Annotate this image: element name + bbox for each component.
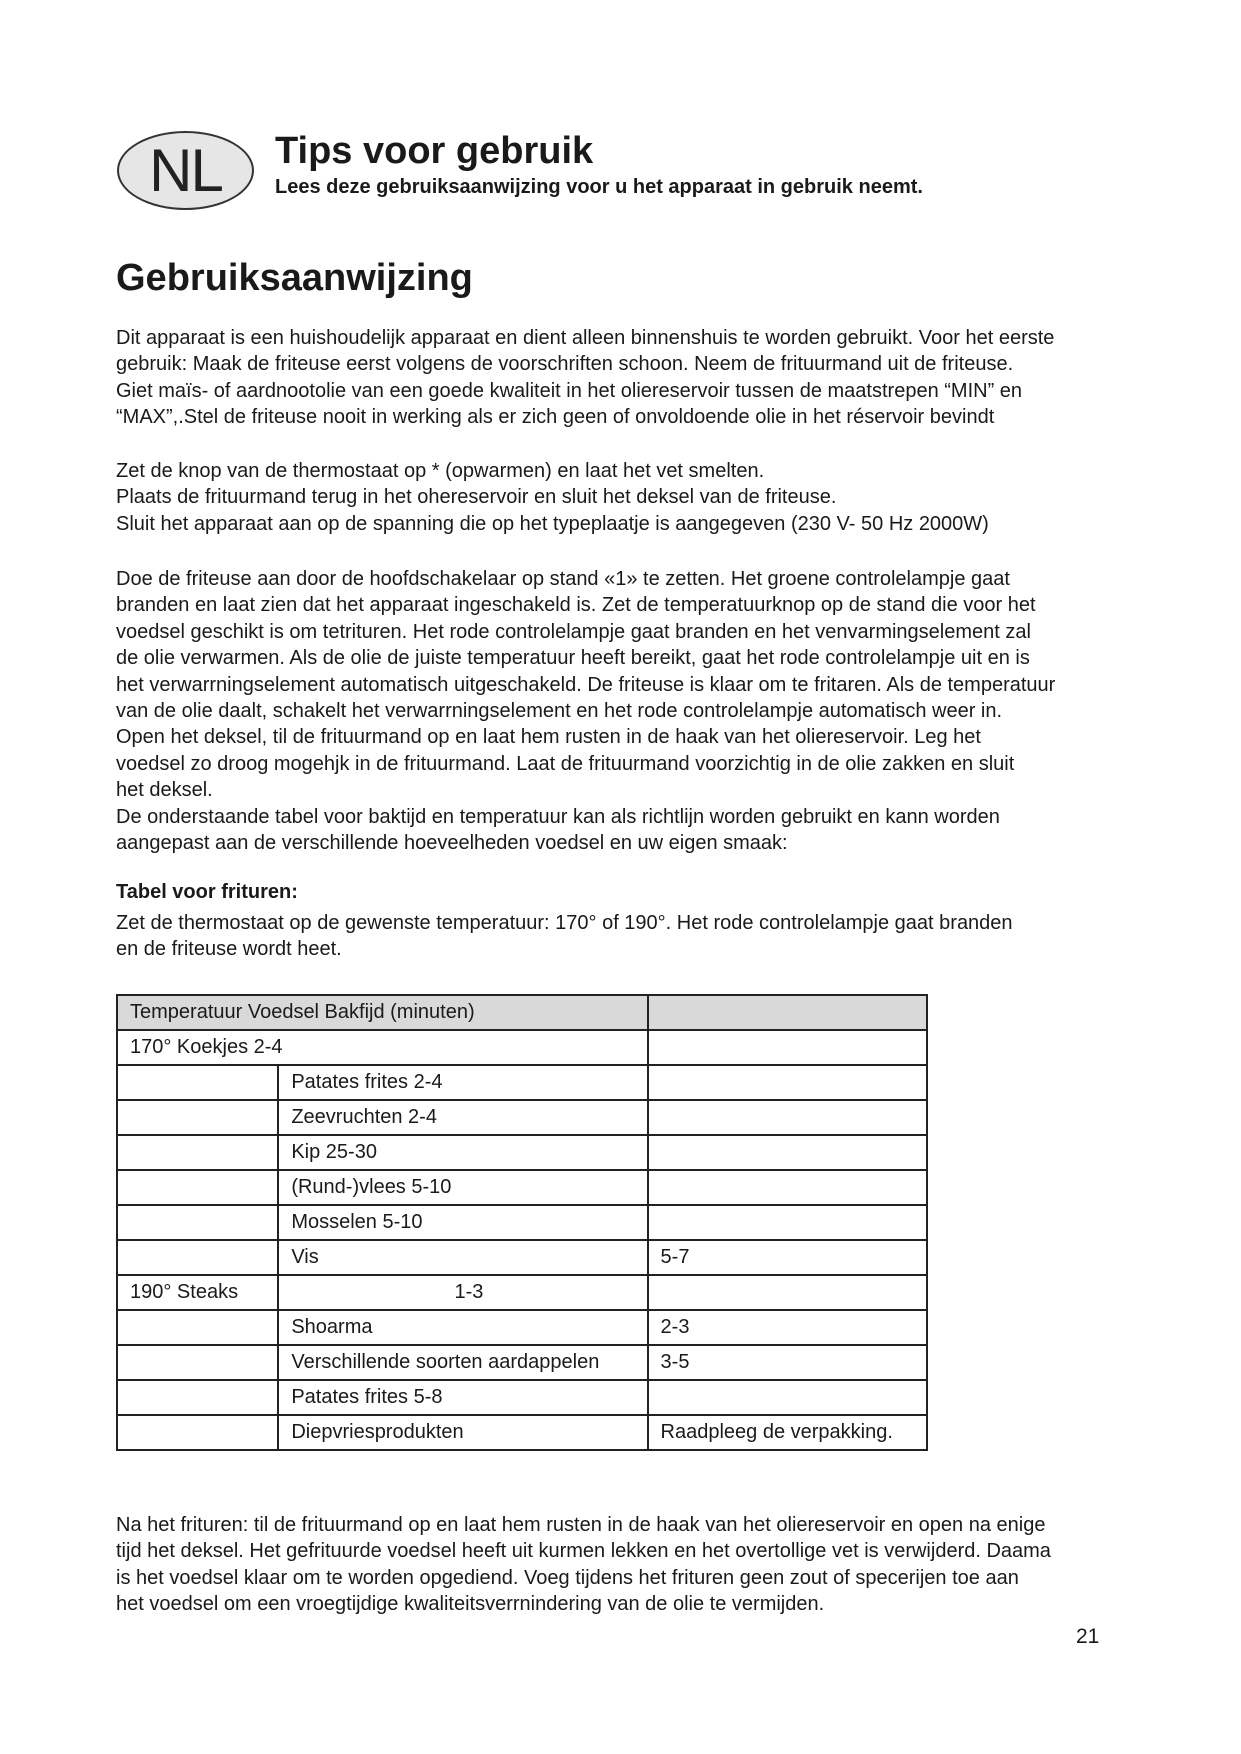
table-cell bbox=[648, 1170, 927, 1205]
table-cell bbox=[117, 1065, 278, 1100]
table-cell bbox=[648, 1135, 927, 1170]
table-cell bbox=[648, 1275, 927, 1310]
table-row bbox=[117, 1030, 927, 1065]
table-cell bbox=[648, 1100, 927, 1135]
table-row bbox=[117, 1345, 927, 1380]
table-cell bbox=[117, 1135, 278, 1170]
table-row bbox=[117, 1205, 927, 1240]
table-row bbox=[117, 1065, 927, 1100]
page-number: 21 bbox=[1076, 1625, 1100, 1648]
paragraph-after-frying bbox=[116, 1512, 1176, 1618]
language-badge bbox=[117, 131, 254, 210]
table-cell bbox=[648, 1205, 927, 1240]
frying-table bbox=[116, 994, 928, 1451]
table-row bbox=[117, 1415, 927, 1450]
table-cell: 170° Koekjes 2-4 bbox=[117, 1030, 648, 1065]
paragraph-text: Zet de thermostaat op de gewenste temperatuur: 170° of 190°. Het rode controlelampje gaat branden en de friteuse wordt heet. bbox=[116, 912, 1013, 961]
table-cell: Diepvriesprodukten bbox=[278, 1415, 647, 1450]
table-cell: (Rund-)vlees 5-10 bbox=[278, 1170, 647, 1205]
table-cell: 190° Steaks bbox=[117, 1275, 278, 1310]
table-cell: Raadpleeg de verpakking. bbox=[648, 1415, 927, 1450]
paragraph-thermostat bbox=[116, 458, 1176, 537]
table-cell: Shoarma bbox=[278, 1310, 647, 1345]
table-row bbox=[117, 1135, 927, 1170]
table-cell bbox=[648, 1030, 927, 1065]
paragraph-text: Na het frituren: til de frituurmand op en laat hem rusten in de haak van het oliereservoir en open na enige tijd het deksel. Het gefrituurde voedsel heeft uit kurmen lekken en het overtollige vet is verwijderd. Daama is het voedsel klaar om te worden opgediend. Voeg tijdens het frituren geen zout of specerijen toe aan het voedsel om een vroegtijdige kwaliteitsverrnindering van de olie te vermijden. bbox=[116, 1514, 1051, 1616]
table-header-cell bbox=[648, 995, 927, 1030]
table-row bbox=[117, 1170, 927, 1205]
table-heading: Tabel voor frituren: bbox=[116, 881, 298, 903]
paragraph-operation bbox=[116, 566, 1176, 856]
table-cell bbox=[117, 1240, 278, 1275]
table-row bbox=[117, 1275, 927, 1310]
table-header-cell: Temperatuur Voedsel Bakfijd (minuten) bbox=[117, 995, 648, 1030]
table-cell: Mosselen 5-10 bbox=[278, 1205, 647, 1240]
paragraph-text: Dit apparaat is een huishoudelijk apparaat en dient alleen binnenshuis te worden gebruikt. Voor het eerste gebruik: Maak de friteuse eerst volgens de voorschriften schoon. Neem de frituurmand uit de friteuse. Giet maïs- of aardnootolie van een goede kwaliteit in het oliereservoir tussen de maatstrepen “MIN” en “MAX”,.Stel de friteuse nooit in werking als er zich geen of onvoldoende olie in het réservoir bevindt bbox=[116, 327, 1055, 429]
table-cell bbox=[648, 1380, 927, 1415]
table-cell: 3-5 bbox=[648, 1345, 927, 1380]
section-title: Gebruiksaanwijzing bbox=[116, 257, 473, 299]
table-row bbox=[117, 1100, 927, 1135]
table-cell bbox=[117, 1345, 278, 1380]
paragraph-intro bbox=[116, 325, 1176, 431]
table-cell: Patates frites 5-8 bbox=[278, 1380, 647, 1415]
paragraph-text: Zet de knop van de thermostaat op * (opwarmen) en laat het vet smelten. Plaats de frituurmand terug in het ohereservoir en sluit het deksel van de friteuse. Sluit het apparaat aan op de spanning die op het typeplaatje is aangegeven (230 V- 50 Hz 2000W) bbox=[116, 460, 989, 535]
table-cell bbox=[117, 1310, 278, 1345]
language-code: NL bbox=[149, 137, 222, 204]
table-cell: 5-7 bbox=[648, 1240, 927, 1275]
table-cell bbox=[117, 1205, 278, 1240]
table-cell: Patates frites 2-4 bbox=[278, 1065, 647, 1100]
table-cell: Vis bbox=[278, 1240, 647, 1275]
table-header-row bbox=[117, 995, 927, 1030]
table-cell bbox=[117, 1415, 278, 1450]
paragraph-table-intro bbox=[116, 910, 1176, 963]
table-cell bbox=[117, 1380, 278, 1415]
table-row bbox=[117, 1310, 927, 1345]
page-header-title: Tips voor gebruik bbox=[275, 130, 594, 172]
table-cell bbox=[117, 1100, 278, 1135]
table-cell: 2-3 bbox=[648, 1310, 927, 1345]
page-header-subtitle: Lees deze gebruiksaanwijzing voor u het apparaat in gebruik neemt. bbox=[275, 176, 923, 198]
table-row bbox=[117, 1240, 927, 1275]
paragraph-text: Doe de friteuse aan door de hoofdschakelaar op stand «1» te zetten. Het groene controlelampje gaat branden en laat zien dat het apparaat ingeschakeld is. Zet de temperatuurknop op de stand die voor het voedsel geschikt is om tetrituren. Het rode controlelampje gaat branden en het venvarmingselement zal de olie verwarmen. Als de olie de juiste temperatuur heeft bereikt, gaat het rode controlelampje uit en is het verwarrningselement automatisch uitgeschakeld. De friteuse is klaar om te fritaren. Als de temperatuur van de olie daalt, schakelt het verwarrningselement en het rode controlelampje automatisch weer in. Open het deksel, til de frituurmand op en laat hem rusten in de haak van het oliereservoir. Leg het voedsel zo droog mogehjk in de frituurmand. Laat de frituurmand voorzichtig in de olie zakken en sluit het deksel. De onderstaande tabel voor baktijd en temperatuur kan als richtlijn worden gebruikt en kann worden aangepast aan de verschillende hoeveelheden voedsel en uw eigen smaak: bbox=[116, 568, 1056, 855]
table-cell bbox=[648, 1065, 927, 1100]
table-cell: Kip 25-30 bbox=[278, 1135, 647, 1170]
table-cell: Zeevruchten 2-4 bbox=[278, 1100, 647, 1135]
table-cell: 1-3 bbox=[278, 1275, 647, 1310]
table-cell bbox=[117, 1170, 278, 1205]
table-row bbox=[117, 1380, 927, 1415]
table-cell: Verschillende soorten aardappelen bbox=[278, 1345, 647, 1380]
